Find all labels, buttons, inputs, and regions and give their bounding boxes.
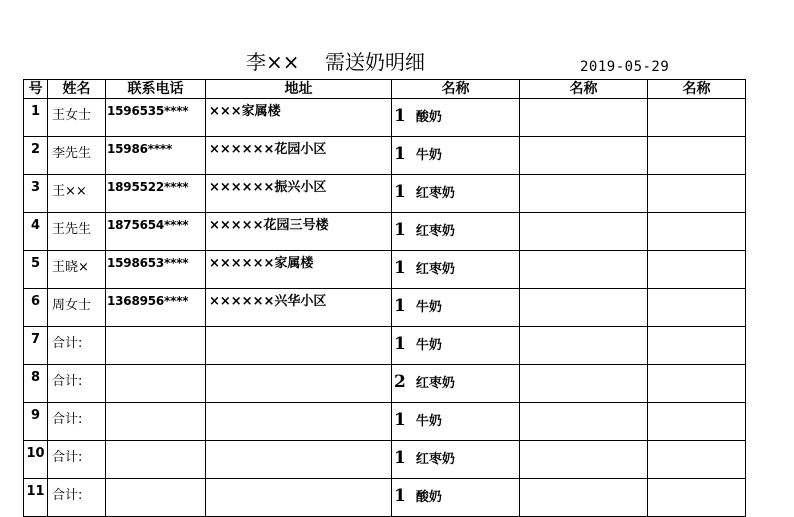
cell-name: 合计: <box>48 365 106 403</box>
date-label: 2019-05-29 <box>580 59 670 75</box>
cell-item-3 <box>648 403 746 441</box>
cell-name: 王先生 <box>48 213 106 251</box>
item-quantity: 1 <box>394 144 406 164</box>
page-title: 李×× 需送奶明细 <box>246 50 425 74</box>
cell-item <box>392 327 520 365</box>
item-quantity: 1 <box>394 448 406 468</box>
item-quantity: 1 <box>394 220 406 240</box>
cell-item <box>392 441 520 479</box>
cell-phone <box>106 403 206 441</box>
item-name: 牛奶 <box>415 300 442 315</box>
table-row <box>24 175 746 213</box>
cell-item-3 <box>648 441 746 479</box>
cell-item-2 <box>520 251 648 289</box>
cell-item-3 <box>648 479 746 517</box>
cell-address: ××××××家属楼 <box>206 251 392 289</box>
cell-address <box>206 441 392 479</box>
cell-name: 李先生 <box>48 137 106 175</box>
cell-item <box>392 289 520 327</box>
cell-no: 7 <box>24 327 48 365</box>
cell-address <box>206 403 392 441</box>
cell-item-2 <box>520 213 648 251</box>
item-quantity: 1 <box>394 410 406 430</box>
cell-no: 5 <box>24 251 48 289</box>
cell-item <box>392 479 520 517</box>
item-name: 牛奶 <box>415 148 442 163</box>
cell-item-3 <box>648 251 746 289</box>
cell-phone: 1598653**** <box>106 251 206 289</box>
cell-no: 8 <box>24 365 48 403</box>
item-quantity: 1 <box>394 486 406 506</box>
cell-address <box>206 327 392 365</box>
cell-phone: 1875654**** <box>106 213 206 251</box>
cell-address: ×××××花园三号楼 <box>206 213 392 251</box>
cell-item-2 <box>520 175 648 213</box>
cell-item-3 <box>648 175 746 213</box>
cell-address: ××××××兴华小区 <box>206 289 392 327</box>
cell-address: ×××家属楼 <box>206 99 392 137</box>
cell-no: 6 <box>24 289 48 327</box>
cell-item-2 <box>520 403 648 441</box>
cell-name: 王×× <box>48 175 106 213</box>
cell-item-2 <box>520 289 648 327</box>
cell-item-3 <box>648 99 746 137</box>
cell-item-2 <box>520 137 648 175</box>
cell-phone <box>106 479 206 517</box>
cell-item <box>392 213 520 251</box>
cell-item-3 <box>648 137 746 175</box>
item-name: 红枣奶 <box>415 186 455 201</box>
cell-item <box>392 251 520 289</box>
cell-item <box>392 175 520 213</box>
cell-item-2 <box>520 479 648 517</box>
cell-name: 合计: <box>48 327 106 365</box>
item-name: 牛奶 <box>415 414 442 429</box>
cell-item-2 <box>520 327 648 365</box>
table-row <box>24 99 746 137</box>
cell-item <box>392 403 520 441</box>
table-row <box>24 441 746 479</box>
cell-name: 周女士 <box>48 289 106 327</box>
delivery-table <box>23 79 746 517</box>
cell-item <box>392 137 520 175</box>
header-address: 地址 <box>206 80 392 99</box>
table-row <box>24 403 746 441</box>
cell-phone <box>106 365 206 403</box>
cell-item-3 <box>648 213 746 251</box>
cell-phone <box>106 327 206 365</box>
header-item-2: 名称 <box>520 80 648 99</box>
header-phone: 联系电话 <box>106 80 206 99</box>
item-name: 红枣奶 <box>415 452 455 467</box>
header-no: 号 <box>24 80 48 99</box>
header-row <box>24 80 746 99</box>
table-row <box>24 365 746 403</box>
cell-address: ××××××花园小区 <box>206 137 392 175</box>
item-quantity: 2 <box>394 372 406 392</box>
item-quantity: 1 <box>394 296 406 316</box>
cell-phone: 1895522**** <box>106 175 206 213</box>
cell-item-3 <box>648 289 746 327</box>
table-row <box>24 479 746 517</box>
item-name: 酸奶 <box>415 490 442 505</box>
cell-item-3 <box>648 327 746 365</box>
cell-name: 合计: <box>48 403 106 441</box>
item-name: 红枣奶 <box>415 262 455 277</box>
cell-no: 9 <box>24 403 48 441</box>
cell-item-2 <box>520 441 648 479</box>
item-name: 红枣奶 <box>415 376 455 391</box>
cell-phone <box>106 441 206 479</box>
cell-address <box>206 479 392 517</box>
header-item-1: 名称 <box>392 80 520 99</box>
cell-item-2 <box>520 99 648 137</box>
cell-no: 11 <box>24 479 48 517</box>
item-name: 红枣奶 <box>415 224 455 239</box>
item-quantity: 1 <box>394 258 406 278</box>
cell-no: 1 <box>24 99 48 137</box>
cell-item <box>392 365 520 403</box>
header-item-3: 名称 <box>648 80 746 99</box>
cell-phone: 1596535**** <box>106 99 206 137</box>
table-row <box>24 289 746 327</box>
cell-no: 3 <box>24 175 48 213</box>
cell-address: ××××××振兴小区 <box>206 175 392 213</box>
cell-item <box>392 99 520 137</box>
cell-item-3 <box>648 365 746 403</box>
cell-name: 合计: <box>48 479 106 517</box>
cell-name: 王女士 <box>48 99 106 137</box>
table-row <box>24 137 746 175</box>
table-row <box>24 213 746 251</box>
item-quantity: 1 <box>394 182 406 202</box>
table-row <box>24 251 746 289</box>
cell-no: 2 <box>24 137 48 175</box>
item-quantity: 1 <box>394 334 406 354</box>
cell-item-2 <box>520 365 648 403</box>
table-row <box>24 327 746 365</box>
item-quantity: 1 <box>394 106 406 126</box>
cell-name: 合计: <box>48 441 106 479</box>
cell-phone: 1368956**** <box>106 289 206 327</box>
item-name: 牛奶 <box>415 338 442 353</box>
cell-phone: 15986**** <box>106 137 206 175</box>
item-name: 酸奶 <box>415 110 442 125</box>
header-name: 姓名 <box>48 80 106 99</box>
cell-no: 10 <box>24 441 48 479</box>
cell-address <box>206 365 392 403</box>
cell-name: 王晓× <box>48 251 106 289</box>
cell-no: 4 <box>24 213 48 251</box>
